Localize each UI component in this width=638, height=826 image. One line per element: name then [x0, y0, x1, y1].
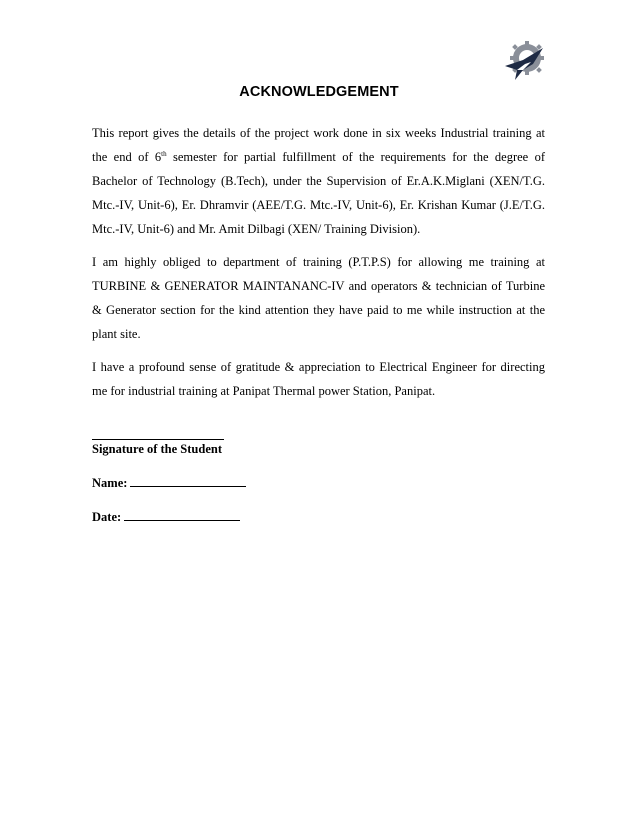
signature-label: Signature of the Student [92, 442, 222, 456]
ordinal-superscript: th [161, 150, 167, 158]
paragraph-1 [92, 121, 545, 241]
date-field [92, 510, 246, 525]
paragraph-2: I am highly obliged to department of training (P.T.P.S) for allowing me training at TURBINE & GENERATOR MAINTANANC-IV and operators & technician of Turbine & Generator section for the kind attention they have paid to me while instruction at the plant site. [92, 255, 545, 341]
signature-block [92, 426, 246, 525]
signature-line [92, 426, 224, 440]
paragraph-3: I have a profound sense of gratitude & appreciation to Electrical Engineer for directing me for industrial training at Panipat Thermal power Station, Panipat. [92, 360, 545, 398]
date-blank-line [124, 510, 240, 521]
acknowledgement-body [92, 121, 545, 412]
gear-emblem-icon [503, 40, 547, 82]
date-label: Date: [92, 510, 122, 524]
name-blank-line [130, 476, 246, 487]
page-title: ACKNOWLEDGEMENT [239, 84, 399, 100]
paragraph-1-text-a: This report gives the details of the project work done in six weeks Industrial training at the end of 6 [92, 126, 545, 164]
name-label: Name: [92, 476, 128, 490]
paragraph-1-text-b: semester for partial fulfillment of the requirements for the degree of Bachelor of Technology (B.Tech), under the Supervision of Er.A.K.Miglani (XEN/T.G. Mtc.-IV, Unit-6), Er. Dhramvir (AEE/T.G. Mtc.-IV, Unit-6), Er. Krishan Kumar (J.E/T.G. Mtc.-IV, Unit-6) and Mr. Amit Dilbagi (XEN/ Training Division). [92, 150, 546, 236]
name-field [92, 476, 246, 491]
